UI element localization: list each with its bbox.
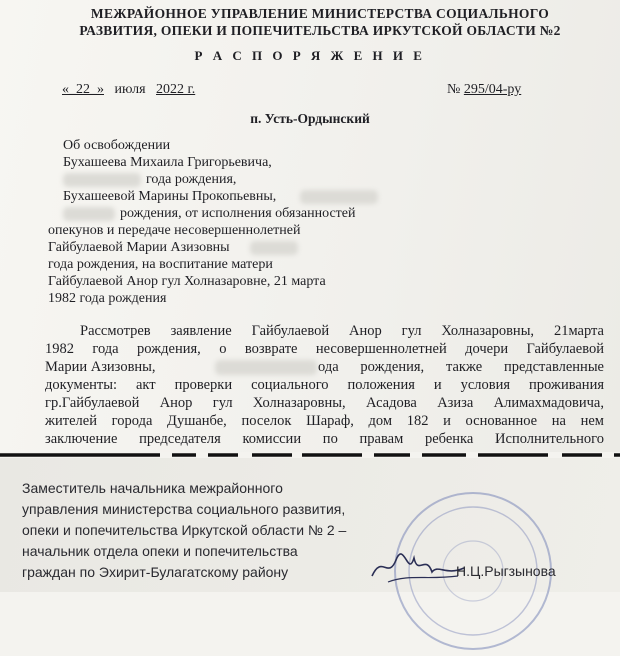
document-date [62, 82, 195, 98]
document-type: Р А С П О Р Я Ж Е Н И Е [194, 48, 426, 63]
number-value: 295/04-ру [463, 82, 522, 97]
document-number [447, 82, 521, 98]
body-line: жителей города Душанбе, поселок Шараф, дом 182 и основанное на нем [45, 413, 604, 429]
subject-line: года рождения, [146, 172, 237, 187]
redaction [300, 190, 378, 204]
subject-line: Гайбулаевой Марии Азизовны [48, 240, 230, 255]
body-line: документы: акт проверки социального положения и условия проживания [45, 377, 604, 393]
signature-line: граждан по Эхирит-Булагатскому району [22, 564, 289, 580]
redaction [63, 173, 141, 187]
redaction [215, 360, 317, 375]
document-place: п. Усть-Ордынский [250, 111, 370, 126]
signature-line: Заместитель начальника межрайонного [22, 480, 283, 496]
body-line: Рассмотрев заявление Гайбулаевой Анор гул Холназаровны, 21марта [80, 323, 604, 339]
handwritten-signature [368, 546, 468, 586]
signature-line: опеки и попечительства Иркутской области № 2 – [22, 522, 347, 538]
subject-line: Гайбулаевой Анор гул Холназаровне, 21 марта [48, 274, 326, 289]
signature-line: управления министерства социального развития, [22, 501, 346, 517]
subject-line: 1982 года рождения [48, 291, 167, 306]
body-line: Марии Азизовны, [45, 359, 156, 375]
signatory-name: Н.Ц.Рыгзынова [456, 563, 556, 579]
body-line: заключение председателя комиссии по правам ребенка Исполнительного [45, 431, 604, 447]
date-month: июля [114, 82, 146, 97]
body-line: гр.Гайбулаевой Анор гул Холназаровны, Асадова Азиза Алимахмадовича, [45, 395, 604, 411]
header-line-1: МЕЖРАЙОННОЕ УПРАВЛЕНИЕ МИНИСТЕРСТВА СОЦИАЛЬНОГО [90, 6, 550, 21]
subject-line: опекунов и передаче несовершеннолетней [48, 223, 301, 238]
subject-line: Бухашеевой Марины Прокопьевны, [63, 189, 277, 204]
date-year: 2022 г. [156, 82, 196, 97]
subject-line: Бухашеева Михаила Григорьевича, [63, 155, 272, 170]
subject-line: Об освобождении [63, 138, 171, 153]
redaction [63, 207, 115, 221]
body-line: ода рождения, также представленные [318, 359, 604, 375]
signature-line: начальник отдела опеки и попечительства [22, 543, 298, 559]
cut-divider [0, 452, 620, 458]
subject-line: года рождения, на воспитание матери [48, 257, 273, 272]
date-day: «_22_» [62, 82, 104, 97]
subject-line: рождения, от исполнения обязанностей [120, 206, 356, 221]
number-prefix: № [447, 82, 461, 97]
body-line: 1982 года рождения, о возврате несовершеннолетней дочери Гайбулаевой [45, 341, 604, 357]
redaction [250, 241, 298, 255]
header-line-2: РАЗВИТИЯ, ОПЕКИ И ПОПЕЧИТЕЛЬСТВА ИРКУТСКОЙ ОБЛАСТИ №2 [79, 23, 561, 38]
